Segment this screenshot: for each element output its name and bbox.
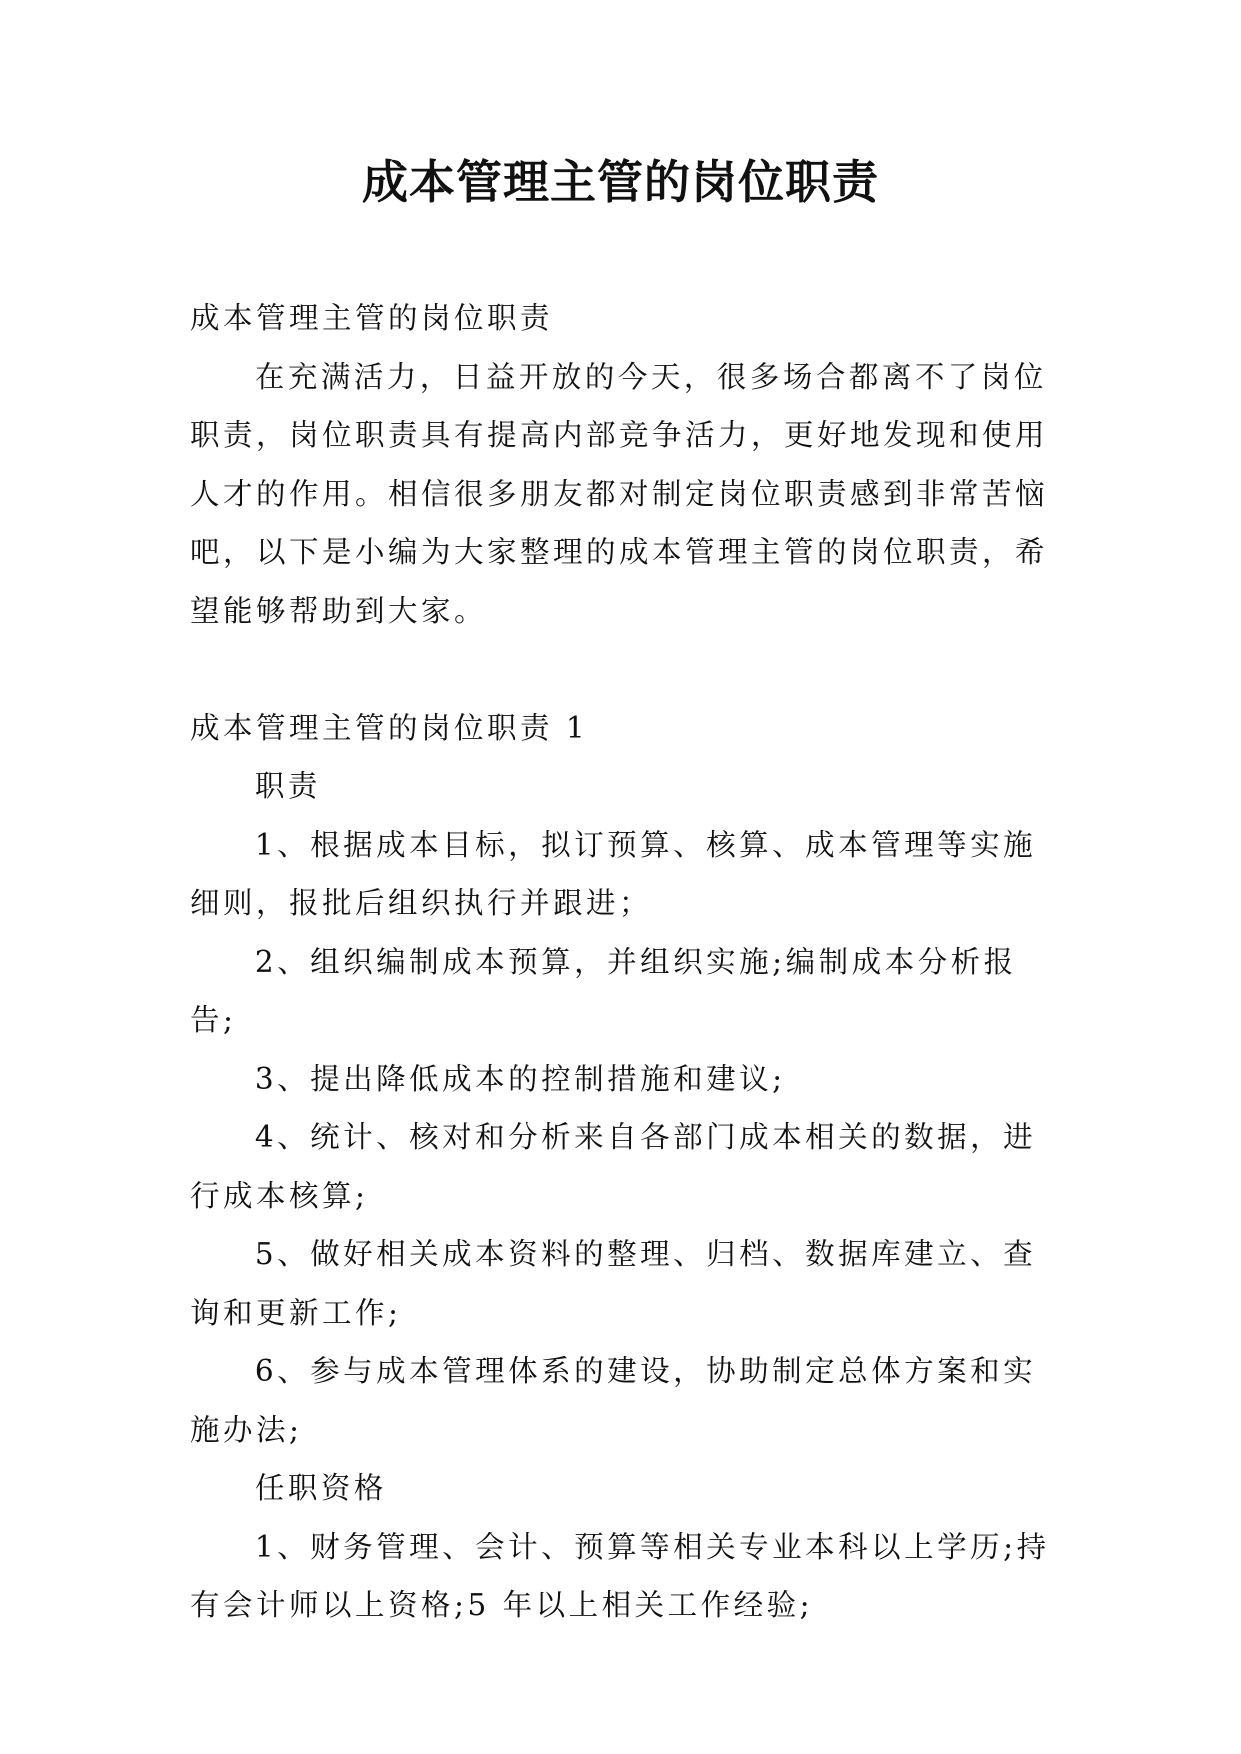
duty-item-5: 5、做好相关成本资料的整理、归档、数据库建立、查询和更新工作; <box>190 1237 1037 1330</box>
document-title: 成本管理主管的岗位职责 <box>362 155 879 209</box>
qualifications-label: 任职资格 <box>254 1471 387 1505</box>
qualification-item-1: 1、财务管理、会计、预算等相关专业本科以上学历;持有会计师以上资格;5 年以上相关工作经验; <box>190 1529 1050 1622</box>
duties-label: 职责 <box>254 769 321 803</box>
subtitle: 成本管理主管的岗位职责 <box>190 301 554 335</box>
duty-item-3: 3、提出降低成本的控制措施和建议; <box>254 1061 786 1096</box>
duty-item-2: 2、组织编制成本预算，并组织实施;编制成本分析报告; <box>190 944 1017 1037</box>
section-heading: 成本管理主管的岗位职责 1 <box>190 710 589 745</box>
intro-paragraph: 在充满活力，日益开放的今天，很多场合都离不了岗位职责，岗位职责具有提高内部竞争活力，更好地发现和使用人才的作用。相信很多朋友都对制定岗位职责感到非常苦恼吧，以下是小编为大家整理的成本管理主管的岗位职责，希望能够帮助到大家。 <box>190 359 1049 628</box>
duty-item-4: 4、统计、核对和分析来自各部门成本相关的数据，进行成本核算; <box>190 1120 1037 1213</box>
duty-item-6: 6、参与成本管理体系的建设，协助制定总体方案和实施办法; <box>190 1354 1037 1447</box>
document-body <box>190 289 1052 1635</box>
duty-item-1: 1、根据成本目标，拟订预算、核算、成本管理等实施细则，报批后组织执行并跟进； <box>190 827 1037 920</box>
paragraph-gap <box>190 640 1052 699</box>
